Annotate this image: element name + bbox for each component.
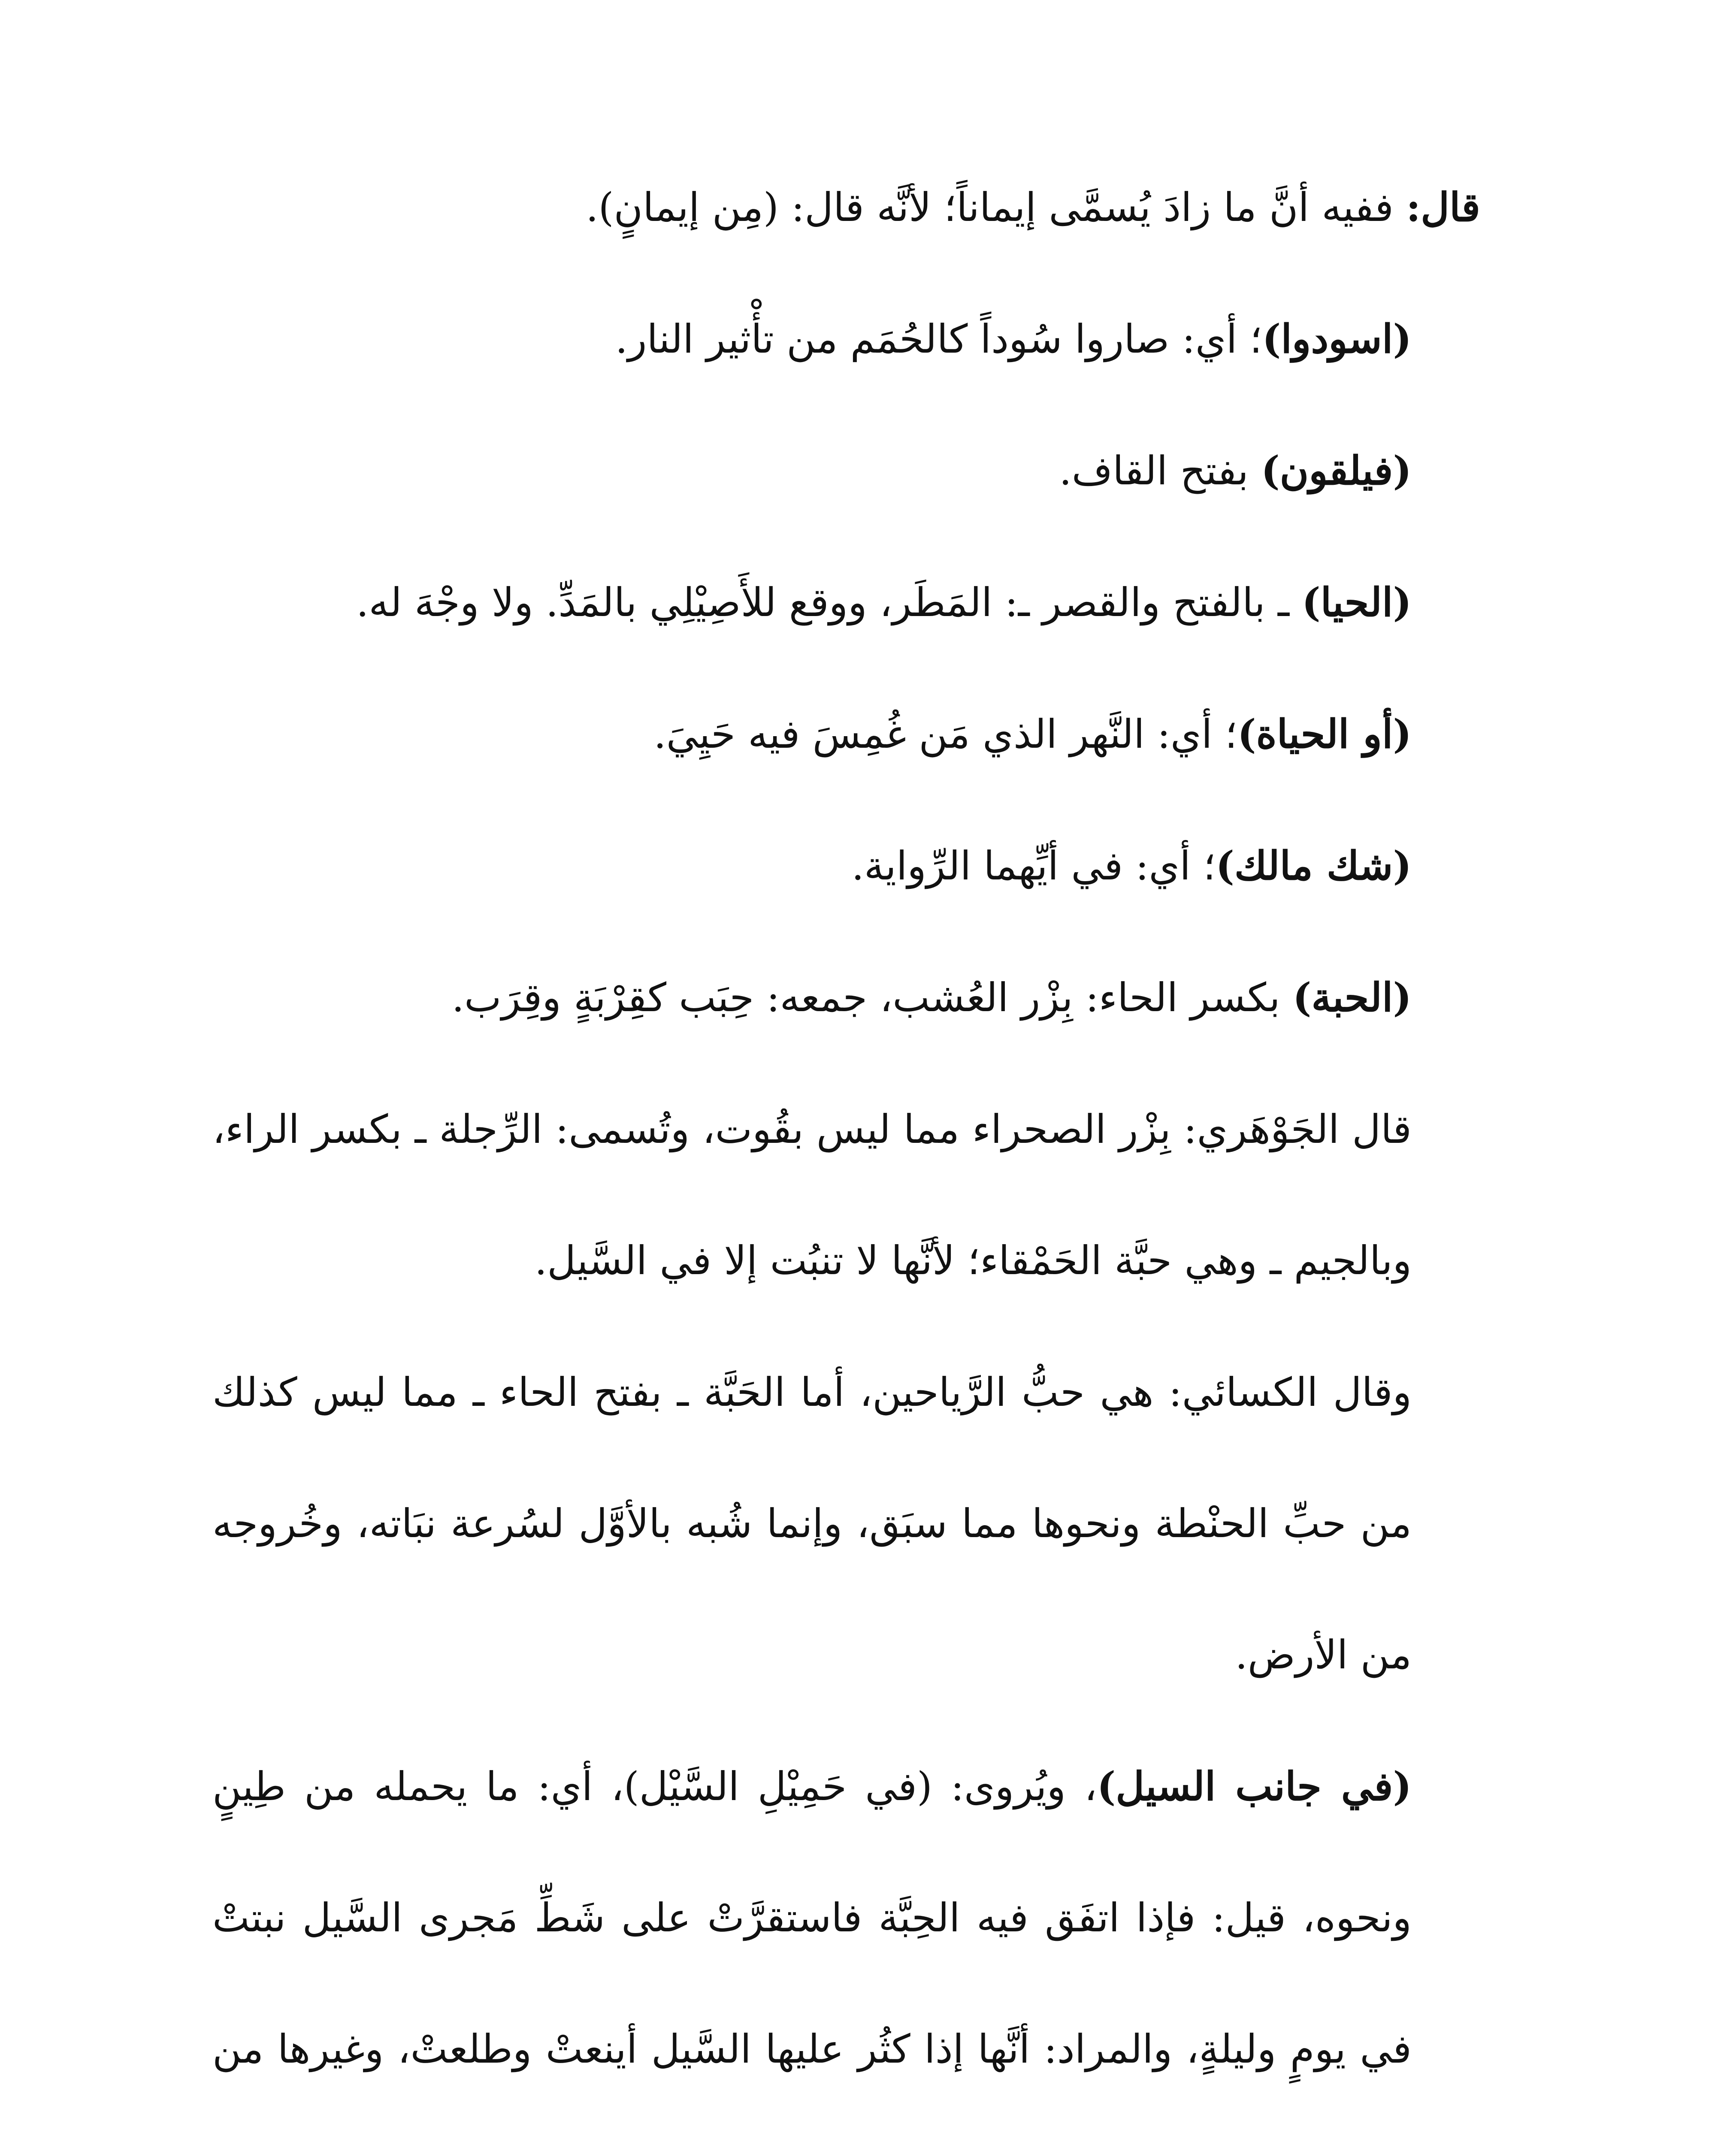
paragraph-lead: (في جانب السيل)	[1097, 1763, 1412, 1810]
paragraph-text: ؛ أي: النَّهر الذي مَن غُمِسَ فيه حَيِيَ.	[653, 711, 1237, 757]
paragraph-lead: قال:	[1406, 184, 1480, 230]
paragraph-7	[212, 932, 1480, 1063]
paragraph-8	[212, 1063, 1480, 1326]
paragraph-lead: (فيلقون)	[1261, 447, 1412, 494]
paragraph-lead: (الحبة)	[1292, 974, 1412, 1021]
paragraph-text: ـ بالفتح والقصر ـ: المَطَر، ووقع للأَصِيْلِي بالمَدِّ. ولا وجْهَ له.	[356, 580, 1302, 625]
text-body	[212, 142, 1480, 2145]
paragraph-4	[212, 537, 1480, 668]
paragraph-10	[212, 1721, 1480, 2145]
paragraph-lead: (اسودوا)	[1262, 316, 1412, 362]
paragraph-2	[212, 273, 1480, 405]
paragraph-text: ؛ أي: في أيِّهما الرِّواية.	[851, 843, 1216, 889]
paragraph-lead: (أو الحياة)	[1237, 711, 1412, 757]
paragraph-lead: (الحيا)	[1302, 579, 1412, 625]
paragraph-9	[212, 1326, 1480, 1721]
paragraph-text: ؛ أي: صاروا سُوداً كالحُمَم من تأْثير النار.	[615, 316, 1262, 362]
paragraph-6	[212, 800, 1480, 932]
paragraph-text: ، ويُروى: (في حَمِيْلِ السَّيْل)، أي: ما يحمله من طِينٍ ونحوه، قيل: فإذا اتفَق فيه الحِبَّة فاستقرَّتْ على شَطِّ مَجرى السَّيل نبتتْ في يومٍ وليلةٍ، والمراد: أنَّها إذا كثُر عليها السَّيل أينعتْ وطلعتْ، وغيرها من	[212, 1764, 1412, 2072]
paragraph-1	[212, 142, 1480, 273]
paragraph-text: بكسر الحاء: بِزْر العُشب، جمعه: حِبَب كقِرْبَةٍ وقِرَب.	[451, 975, 1293, 1021]
paragraph-lead: (شك مالك)	[1216, 843, 1412, 889]
paragraph-text: قال الجَوْهَري: بِزْر الصحراء مما ليس بقُوت، وتُسمى: الرِّجلة ـ بكسر الراء، وبالجيم ـ وهي حبَّة الحَمْقاء؛ لأنَّها لا تنبُت إلا في السَّيل.	[212, 1106, 1412, 1284]
paragraph-3	[212, 405, 1480, 537]
paragraph-5	[212, 668, 1480, 800]
paragraph-text: وقال الكسائي: هي حبُّ الرَّياحين، أما الحَبَّة ـ بفتح الحاء ـ مما ليس كذلك من حبِّ الحنْطة ونحوها مما سبَق، وإنما شُبه بالأوَّل لسُرعة نبَاته، وخُروجه من الأرض.	[212, 1369, 1412, 1678]
paragraph-text: ففيه أنَّ ما زادَ يُسمَّى إيماناً؛ لأنَّه قال: (مِن إيمانٍ).	[586, 184, 1406, 230]
paragraph-text: بفتح القاف.	[1059, 448, 1261, 494]
